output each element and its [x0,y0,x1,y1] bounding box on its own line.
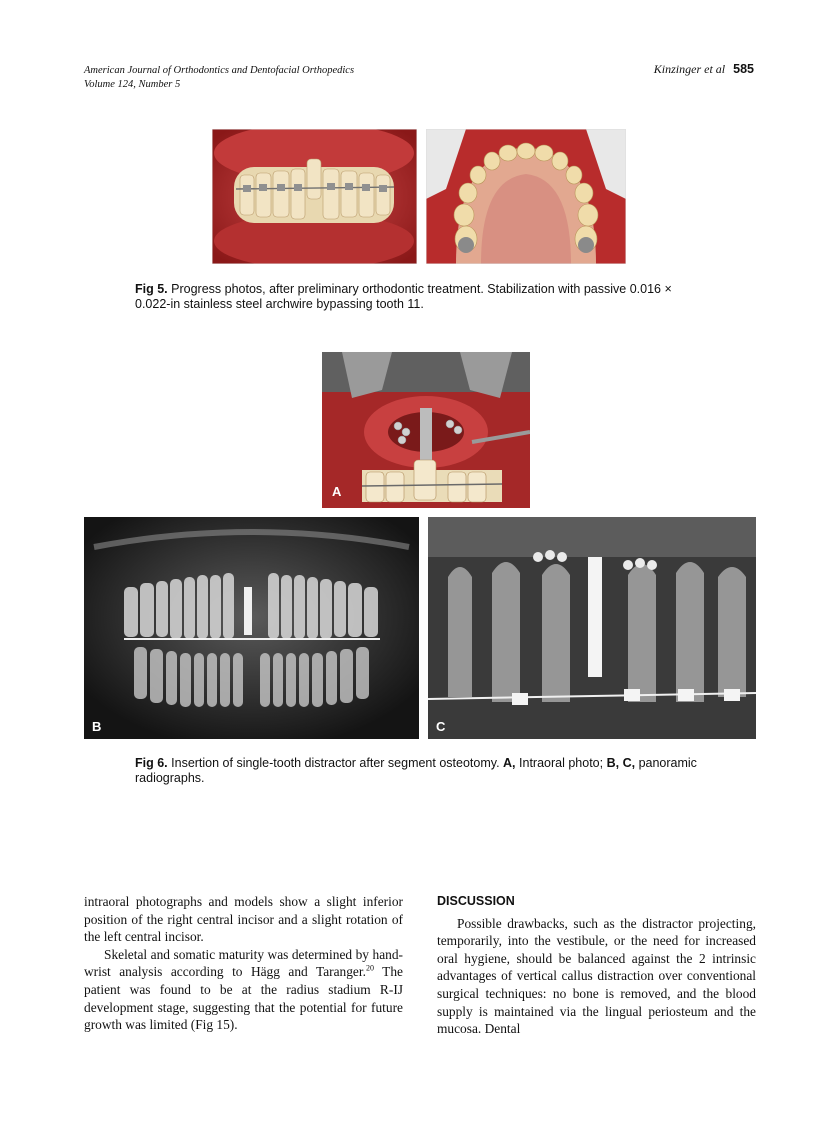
fig6-caption-intro: Insertion of single-tooth distractor after segment osteotomy. [171,756,500,770]
running-authors: Kinzinger et al [653,62,726,76]
left-paragraph-2-text: Skeletal and somatic maturity was determined by hand-wrist analysis according to Hägg and Taranger. [84,946,403,980]
fig6-panel-b-radiograph [84,517,419,739]
fig6-panel-c-radiograph [428,517,756,739]
journal-name: American Journal of Orthodontics and Dentofacial Orthopedics [84,65,355,76]
page-number: 585 [733,62,754,76]
fig6-caption-bc-text: panoramic radiographs. [135,756,697,785]
section-heading-discussion: DISCUSSION [437,894,515,908]
fig5-label: Fig 5. [135,282,168,296]
fig6-panel-c-label: C [436,719,446,734]
fig6-label: Fig 6. [135,756,168,770]
fig5-caption [135,282,710,312]
fig5-caption-text: Progress photos, after preliminary orthodontic treatment. Stabilization with passive 0.016 × 0.022-in stainless steel archwire bypassing tooth 11. [135,282,672,311]
right-column [437,893,756,1038]
fig6-caption-a: A, [503,756,516,770]
fig6-panel-a-photo [322,352,530,508]
running-header [654,62,754,77]
fig6-caption-a-text: Intraoral photo; [519,756,604,770]
left-paragraph-2-rest: The patient was found to be at the radius stadium R-IJ development stage, suggesting that the potential for future growth was limited (Fig 15). [84,964,403,1033]
journal-title [84,64,354,92]
citation-ref: 20 [365,963,374,973]
fig5-frontal-photo [212,129,417,264]
fig6-panel-a-label: A [332,484,342,499]
fig6-panel-b-label: B [92,719,102,734]
left-paragraph-1: intraoral photographs and models show a slight inferior position of the right central incisor and a slight rotation of the left central incisor. [84,894,403,945]
fig6-caption [135,756,710,786]
journal-volume: Volume 124, Number 5 [84,79,181,90]
fig5-occlusal-photo [426,129,626,264]
right-paragraph-1: Possible drawbacks, such as the distractor projecting, temporarily, into the vestibule, or the need for increased oral hygiene, should be balanced against the 2 intrinsic advantages of vertical callus distraction over conventional surgical techniques: no bone is removed, and the blood supply is maintained via the lingual periosteum and the mucosa. Dental [437,915,756,1037]
fig6-caption-bc: B, C, [606,756,636,770]
left-paragraph-2 [84,946,403,1034]
left-column [84,893,403,1034]
